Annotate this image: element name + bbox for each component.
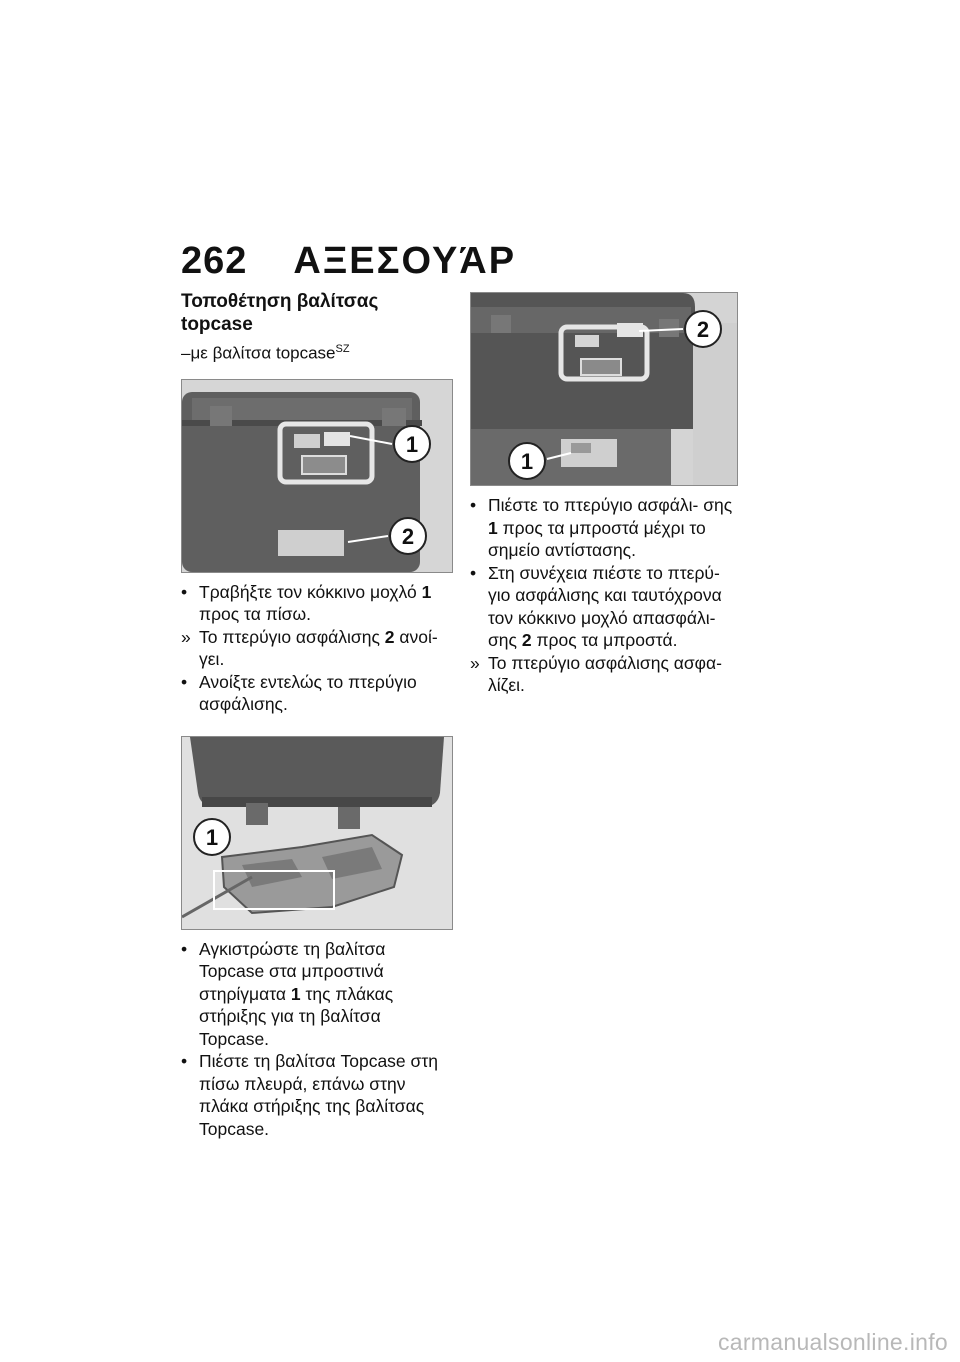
step-text-after: προς τα μπροστά. <box>531 630 678 650</box>
figure-topcase-lock <box>470 292 738 486</box>
section-title-line2: topcase <box>181 314 253 335</box>
figure3-callout-2: 2 <box>696 317 710 342</box>
step-marker: » <box>181 626 191 647</box>
figure1-callout-1: 1 <box>405 431 419 457</box>
section-title-line1: Τοποθέτηση βαλίτσας <box>181 291 379 312</box>
step-marker: • <box>470 562 477 583</box>
figure-topcase-lever-drawing <box>182 380 452 572</box>
note-superscript: SZ <box>335 343 350 355</box>
chapter-title: ΑΞΕΣΟΥΆΡ <box>293 240 517 282</box>
step-ref: 2 <box>384 626 395 647</box>
page-header <box>181 240 516 283</box>
step-text-after: ανοί- γει. <box>199 626 438 670</box>
step-text: Πιέστε το πτερύγιο ασφάλι- σης <box>488 495 733 515</box>
step-text: Αγκιστρώστε τη βαλίτσα Topcase στα μπροστινά στηρίγματα <box>199 938 386 1004</box>
figure1-callout-2: 2 <box>401 523 415 549</box>
equipment-note <box>181 338 453 365</box>
step-text: Το πτερύγιο ασφάλισης ασφα- λίζει. <box>488 652 722 695</box>
step-text: Το πτερύγιο ασφάλισης <box>199 626 385 647</box>
right-column <box>470 292 738 697</box>
watermark: carmanualsonline.info <box>717 1329 948 1355</box>
figure-topcase-mount <box>181 736 453 930</box>
step-item <box>181 1050 453 1140</box>
step-marker: • <box>181 581 188 602</box>
step-text: Τραβήξτε τον κόκκινο μοχλό <box>199 581 422 602</box>
step-text: Πιέστε τη βαλίτσα Topcase στη πίσω πλευρά, επάνω στην πλάκα στήριξης της βαλίτσας Topcase. <box>199 1051 438 1139</box>
step-ref: 1 <box>488 517 498 538</box>
figure-topcase-lever <box>181 379 453 573</box>
step-item <box>181 626 453 671</box>
step-text-after: της πλάκας στήριξης για τη βαλίτσα Topcase. <box>199 983 394 1049</box>
step-item <box>181 671 453 716</box>
step-item <box>470 652 738 697</box>
step-item <box>470 562 738 652</box>
step-marker: • <box>181 671 188 692</box>
steps-list-a <box>181 581 453 716</box>
figure-topcase-lock-drawing <box>471 293 737 485</box>
step-item <box>181 938 453 1051</box>
step-ref: 1 <box>290 983 301 1004</box>
step-marker: • <box>181 1051 188 1072</box>
step-text-after: προς τα μπροστά μέχρι το σημείο αντίστασης. <box>488 517 706 560</box>
step-text: Στη συνέχεια πιέστε το πτερύ- γιο ασφάλισης και ταυτόχρονα τον κόκκινο μοχλό απασφάλι- σης <box>488 562 722 650</box>
page-number: 262 <box>181 240 248 282</box>
figure3-callout-1: 1 <box>520 449 534 474</box>
step-marker: » <box>470 652 480 673</box>
step-item <box>470 494 738 562</box>
steps-list-c <box>470 494 738 697</box>
step-marker: • <box>181 938 188 959</box>
step-ref: 2 <box>521 630 532 650</box>
step-text: Ανοίξτε εντελώς το πτερύγιο ασφάλισης. <box>199 671 417 715</box>
step-ref: 1 <box>421 581 432 602</box>
step-text-after: προς τα πίσω. <box>199 604 311 625</box>
step-marker: • <box>470 495 477 515</box>
note-text: με βαλίτσα topcase <box>190 343 336 363</box>
figure2-callout-1: 1 <box>205 824 219 850</box>
note-prefix: – <box>181 343 191 363</box>
section-title <box>181 290 453 336</box>
left-column <box>181 290 453 1140</box>
steps-list-b <box>181 938 453 1141</box>
step-item <box>181 581 453 626</box>
figure-topcase-mount-drawing <box>182 737 452 929</box>
